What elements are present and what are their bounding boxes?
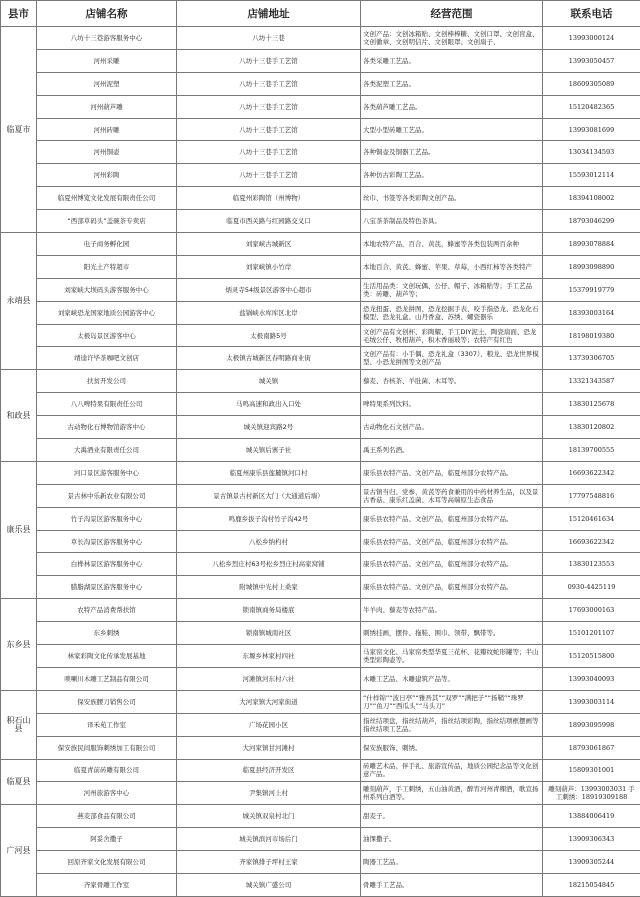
business-scope-cell: 保安族服饰、刺绣。 — [361, 736, 543, 759]
county-cell: 广河县 — [1, 805, 37, 897]
shop-address-cell: 鸣鹿乡拔子沟村竹子沟42号 — [177, 507, 361, 530]
phone-cell: 18793061867 — [543, 736, 640, 759]
shop-name-cell: 回原齐家文化发展有限公司 — [37, 851, 177, 874]
shop-address-cell: 临夏县经济开发区 — [177, 759, 361, 782]
phone-cell: 13884006419 — [543, 805, 640, 828]
phone-cell: 13321343587 — [543, 370, 640, 393]
shop-address-cell: 广场花园小区 — [177, 713, 361, 736]
phone-cell: 18993095998 — [543, 713, 640, 736]
table-row — [1, 347, 640, 370]
phone-cell: 15101201107 — [543, 622, 640, 645]
shop-name-cell: 河口景区游客服务中心 — [37, 461, 177, 484]
table-row — [1, 828, 640, 851]
phone-cell: 13993003114 — [543, 690, 640, 713]
header-row — [1, 1, 640, 27]
shop-name-cell: 八坊十三巷游客服务中心 — [37, 27, 177, 50]
shop-address-cell: 八坊十三巷手工艺馆 — [177, 72, 361, 95]
phone-cell: 13909306343 — [543, 828, 640, 851]
shop-name-cell: 河州砖雕 — [37, 118, 177, 141]
table-row — [1, 278, 640, 301]
table-row — [1, 370, 640, 393]
shop-address-cell: 刘家峡古城新区 — [177, 233, 361, 256]
phone-cell: 18993098890 — [543, 255, 640, 278]
phone-cell: 13993050457 — [543, 49, 640, 72]
table-row — [1, 507, 640, 530]
phone-cell: 15120515800 — [543, 645, 640, 668]
header-business-scope: 经营范围 — [361, 1, 543, 27]
shop-name-cell: 古动物化石博物馆游客中心 — [37, 416, 177, 439]
header-shop-name: 店铺名称 — [37, 1, 177, 27]
phone-cell: 13739306705 — [543, 347, 640, 370]
shop-address-cell: 大河家镇大河家街道 — [177, 690, 361, 713]
table-row — [1, 530, 640, 553]
shop-name-cell: 河州葫芦雕 — [37, 95, 177, 118]
shop-address-cell: 八坊十三巷手工艺馆 — [177, 164, 361, 187]
business-scope-cell: 禹王系列名酒。 — [361, 439, 543, 462]
phone-cell: 13993081699 — [543, 118, 640, 141]
table-row — [1, 416, 640, 439]
table-row — [1, 164, 640, 187]
shop-address-cell: 尹集镇河上村 — [177, 782, 361, 805]
business-scope-cell: 文创产品有文创杯、彩陶耀、手工DIY泥土、陶瓷扇面、恐龙毛绒公仔、牧相葫芦，积木香丽玻等；农特产有红色 — [361, 324, 543, 347]
shop-name-cell: 河州旅游客中心 — [37, 782, 177, 805]
shop-name-cell: 腊脂湖景区游客服务中心 — [37, 576, 177, 599]
shop-address-cell: 附城镇中光村上桑家 — [177, 576, 361, 599]
business-scope-cell: 马家窑文化、马家窑类型华夏三花杯、花瓣纹蛇形罐等；半山类型彩陶壶等。 — [361, 645, 543, 668]
business-scope-cell: 文创产品：文创冰箱贴、文创棒棒糖、文创口罩、文创盲盒、文创徽章、文创明信片、文创眼罩、文创扇子、 — [361, 27, 543, 50]
shop-name-cell: 八八啤特果有限责任公司 — [37, 393, 177, 416]
shop-address-cell: 太极镇古城新区春明路商业街 — [177, 347, 361, 370]
business-scope-cell: 陶器工艺品。 — [361, 851, 543, 874]
phone-cell: 18993078884 — [543, 233, 640, 256]
table-row — [1, 576, 640, 599]
table-row — [1, 118, 640, 141]
table-row — [1, 49, 640, 72]
shop-name-cell: 临夏青前砖雕有限公司 — [37, 759, 177, 782]
shop-address-cell: 八坊十三巷手工艺馆 — [177, 118, 361, 141]
business-scope-cell: 骨雕手工艺品。 — [361, 873, 543, 896]
business-scope-cell: 康乐县农特产品、文创产品，临夏州部分农特产品。 — [361, 507, 543, 530]
header-shop-address: 店铺地址 — [177, 1, 361, 27]
shop-address-cell: 刘家峡镇小竹岸 — [177, 255, 361, 278]
phone-cell: 13993040093 — [543, 667, 640, 690]
business-scope-cell: 文创产品有：小手偶、恐龙礼盒（3307）、粮龙、恐龙世界模型、小恐龙拼图等文创产品 — [361, 347, 543, 370]
phone-cell: 16693622342 — [543, 461, 640, 484]
phone-cell: 18393003164 — [543, 301, 640, 324]
shop-address-cell: 太极南路5号 — [177, 324, 361, 347]
table-row — [1, 622, 640, 645]
header-county: 县市 — [1, 1, 37, 27]
business-scope-cell: 藜麦、杏核茶、羊肚菌、木耳等。 — [361, 370, 543, 393]
business-scope-cell: 各类泥塑工艺品。 — [361, 72, 543, 95]
table-row — [1, 484, 640, 507]
table-row — [1, 690, 640, 713]
business-scope-cell: 甜麦子。 — [361, 805, 543, 828]
county-cell: 康乐县 — [1, 461, 37, 598]
business-scope-cell: 生活用品类：文创玩偶、公仔、帽子、冰箱贴等；手工艺品类：砖雕、葫芦等； — [361, 278, 543, 301]
shop-address-cell: 城关镇 — [177, 370, 361, 393]
shop-address-cell: 炳灵寺54级景区游客中心超市 — [177, 278, 361, 301]
shop-address-cell: 东塬乡林家村四社 — [177, 645, 361, 668]
business-scope-cell: 各种铜壶及铜器工艺品。 — [361, 141, 543, 164]
business-scope-cell: 康乐县农特产品、文创产品，临夏州部分农特产品。 — [361, 461, 543, 484]
shop-address-cell: 城关镇广盛公司 — [177, 873, 361, 896]
shop-name-cell: 阿妥舍撒子 — [37, 828, 177, 851]
shop-name-cell: 河州泥塑 — [37, 72, 177, 95]
business-scope-cell: 砖雕艺术品、伴手礼、旅游宣传品，地质公园纪念品等文化创意产品。 — [361, 759, 543, 782]
table-row — [1, 599, 640, 622]
shop-name-cell: 保安族腰刀销售公司 — [37, 690, 177, 713]
phone-cell: 15809301001 — [543, 759, 640, 782]
phone-cell: 18215054845 — [543, 873, 640, 896]
business-scope-cell: 恐龙扭蛋、恐龙拼图、恐龙挖掘手表、咬手指恐龙、恐龙化石模型、恐龙礼盒、山丹香盒、苏绣、螺瓷器乐 — [361, 301, 543, 324]
shop-address-cell: 盐锅峡水库库区北岸 — [177, 301, 361, 324]
shop-name-cell: 景古林中乐新农业有限公司 — [37, 484, 177, 507]
phone-cell: 16693622342 — [543, 530, 640, 553]
table-row — [1, 667, 640, 690]
county-cell: 东乡县 — [1, 599, 37, 691]
shop-name-cell: 保安族民间服饰刺绣加工有限公司 — [37, 736, 177, 759]
table-row — [1, 461, 640, 484]
business-scope-cell: 指丝结项盘，指丝结葫芦，指丝结项彩陶，指丝结项框摆画等指丝结项工艺品。 — [361, 713, 543, 736]
shop-address-cell: 临夏市西关路与红园路交叉口 — [177, 210, 361, 233]
business-scope-cell: 牛羊肉、藜麦等农特产品。 — [361, 599, 543, 622]
table-row — [1, 187, 640, 210]
shop-address-cell: 八坊十三巷手工艺馆 — [177, 49, 361, 72]
shop-name-cell: 临夏州博览文化发展有限责任公司 — [37, 187, 177, 210]
shop-name-cell: 草长沟景区游客服务中心 — [37, 530, 177, 553]
business-scope-cell: 本地农特产品，百合、黄芪，蜂蜜等各类包装两百余种 — [361, 233, 543, 256]
table-row — [1, 210, 640, 233]
phone-cell: 18793046299 — [543, 210, 640, 233]
table-row — [1, 873, 640, 896]
phone-cell: 18394108002 — [543, 187, 640, 210]
shop-name-cell: 刘家峡恐龙国家地质公园游客中心 — [37, 301, 177, 324]
table-row — [1, 233, 640, 256]
business-scope-cell: 古动物化石文创产品。 — [361, 416, 543, 439]
table-row — [1, 851, 640, 874]
phone-cell: 13830120802 — [543, 416, 640, 439]
shop-name-cell: 农特产品消费帮扶馆 — [37, 599, 177, 622]
shop-name-cell: 大禹酒业有限责任公司 — [37, 439, 177, 462]
shop-address-cell: 马鸣高速和政出入口处 — [177, 393, 361, 416]
table-row — [1, 759, 640, 782]
phone-cell: 18139700555 — [543, 439, 640, 462]
shop-name-cell: 河州采雕 — [37, 49, 177, 72]
shop-name-cell: 扶贫开发公司 — [37, 370, 177, 393]
shop-address-cell: 大河家镇甘河滩村 — [177, 736, 361, 759]
business-scope-cell: 各类采雕工艺品。 — [361, 49, 543, 72]
shop-address-cell: 八坊十三巷手工艺馆 — [177, 95, 361, 118]
table-row — [1, 713, 640, 736]
shop-name-cell: 唢喇川木雕工艺制品有限公司 — [37, 667, 177, 690]
shop-name-cell: 林家彩陶文化传承发展基地 — [37, 645, 177, 668]
shop-name-cell: 东乡刺绣 — [37, 622, 177, 645]
shop-name-cell: 竹子沟景区游客服务中心 — [37, 507, 177, 530]
table-row — [1, 645, 640, 668]
shop-name-cell: 靖逵许毕茶咖吧文创店 — [37, 347, 177, 370]
shop-name-cell: 白桦林景区游客服务中心 — [37, 553, 177, 576]
phone-cell: 17693000163 — [543, 599, 640, 622]
shop-name-cell: 阳光土产特超市 — [37, 255, 177, 278]
shop-address-cell: 河滩镇河东村六社 — [177, 667, 361, 690]
table-row — [1, 393, 640, 416]
shop-address-cell: 临夏州康乐县莲麓镇河口村 — [177, 461, 361, 484]
business-scope-cell: 各类葫芦雕工艺品。 — [361, 95, 543, 118]
shop-name-cell: 燕麦部食品有限公司 — [37, 805, 177, 828]
table-row — [1, 553, 640, 576]
business-scope-cell: 康乐县农特产品、文创产品，临夏州部分农特产品。 — [361, 530, 543, 553]
business-scope-cell: “什样锦”“波日亭”“雅吾其”“双罗”“满把子”“扬鞘”“珠罗刀”“鱼刀”“西瓜头”“马头刀” — [361, 690, 543, 713]
phone-cell: 15593012114 — [543, 164, 640, 187]
table-row — [1, 27, 640, 50]
table-row — [1, 72, 640, 95]
phone-cell: 15120461634 — [543, 507, 640, 530]
phone-cell: 15379919779 — [543, 278, 640, 301]
business-scope-cell: 本地百合、黄芪、蜂蜜、苹果、草莓，小西红柿等各类特产 — [361, 255, 543, 278]
phone-cell: 13830125678 — [543, 393, 640, 416]
business-scope-cell: 康乐县农特产品、文创产品，临夏州部分农特产品。 — [361, 553, 543, 576]
shop-name-cell: “西部草码头”盖碗茶专卖店 — [37, 210, 177, 233]
shop-address-cell: 八松乡烈庄村63号松乡烈庄村高家窝铺 — [177, 553, 361, 576]
table-row — [1, 255, 640, 278]
shop-name-cell: 河州铜壶 — [37, 141, 177, 164]
shop-address-cell: 城关镇迎宾路2号 — [177, 416, 361, 439]
business-scope-cell: 大型小型砖雕工艺品。 — [361, 118, 543, 141]
shop-address-cell: 锁南镇商务局楼底 — [177, 599, 361, 622]
header-phone: 联系电话 — [543, 1, 640, 27]
phone-cell: 13830123553 — [543, 553, 640, 576]
shop-address-cell: 八松乡纳杓村 — [177, 530, 361, 553]
shop-address-cell: 城关镇后寨子社 — [177, 439, 361, 462]
table-body — [1, 27, 640, 897]
table-row — [1, 141, 640, 164]
business-scope-cell: 木雕工艺品、木雕建筑产品等。 — [361, 667, 543, 690]
business-scope-cell: 康乐县农特产品、文创产品，临夏州部分农特产品。 — [361, 576, 543, 599]
business-scope-cell: 油馃撒子。 — [361, 828, 543, 851]
business-scope-cell: 丝巾、书签等各类彩陶文创产品。 — [361, 187, 543, 210]
shop-address-cell: 城关镇双泉村北门 — [177, 805, 361, 828]
shop-name-cell: 太极岛景区游客中心 — [37, 324, 177, 347]
shop-address-cell: 八坊十三巷 — [177, 27, 361, 50]
table-row — [1, 439, 640, 462]
table-row — [1, 324, 640, 347]
phone-cell: 13909305244 — [543, 851, 640, 874]
shop-name-cell: 河州彩陶 — [37, 164, 177, 187]
shop-address-cell: 齐家镇排子坪村王家 — [177, 851, 361, 874]
table-row — [1, 95, 640, 118]
shop-address-cell: 锁南镇城南社区 — [177, 622, 361, 645]
shop-name-cell: 译禾苑工作室 — [37, 713, 177, 736]
county-cell: 积石山县 — [1, 690, 37, 759]
table-row — [1, 805, 640, 828]
business-scope-cell: 各种仿古彩陶工艺品。 — [361, 164, 543, 187]
shop-address-cell: 景古镇景古村新区大门（大通道后墙） — [177, 484, 361, 507]
county-cell: 永靖县 — [1, 233, 37, 370]
phone-cell: 13034134593 — [543, 141, 640, 164]
business-scope-cell: 雕刻葫芦，手工刺绣，五山油黄酒，醉宵河州青稞酒，歌宣扬州系列白酒等。 — [361, 782, 543, 805]
phone-cell: 18198019380 — [543, 324, 640, 347]
business-scope-cell: 景古镇当归、党参、黄芪等药食兼用的中药材养生品，以及景古香菇、康乐红盖菌、木耳等高端原生态食品 — [361, 484, 543, 507]
county-cell: 和政县 — [1, 370, 37, 462]
table-row — [1, 301, 640, 324]
phone-cell: 17797548816 — [543, 484, 640, 507]
phone-cell: 15120482365 — [543, 95, 640, 118]
shop-name-cell: 齐家骨雕工作室 — [37, 873, 177, 896]
county-cell: 临夏县 — [1, 759, 37, 805]
phone-cell: 18609305089 — [543, 72, 640, 95]
shop-name-cell: 刘家峡大坝码头游客服务中心 — [37, 278, 177, 301]
phone-cell: 13993000124 — [543, 27, 640, 50]
table-row — [1, 736, 640, 759]
phone-cell: 雕刻葫芦：13993003031 手工刺绣：18919309188 — [543, 782, 640, 805]
business-scope-cell: 刺绣挂画，摆件、拖鞋、围巾、领带、飘带等。 — [361, 622, 543, 645]
table-row — [1, 782, 640, 805]
shop-name-cell: 电子商务孵化园 — [37, 233, 177, 256]
county-cell: 临夏市 — [1, 27, 37, 233]
shop-address-cell: 八坊十三巷手工艺馆 — [177, 141, 361, 164]
phone-cell: 0930-4425119 — [543, 576, 640, 599]
shop-address-cell: 城关镇滨河市场后门 — [177, 828, 361, 851]
business-scope-cell: 啤特果系列饮料。 — [361, 393, 543, 416]
shop-address-cell: 临夏州彩陶馆（州博物） — [177, 187, 361, 210]
business-scope-cell: 八宝茶茶制品及特色茶具。 — [361, 210, 543, 233]
